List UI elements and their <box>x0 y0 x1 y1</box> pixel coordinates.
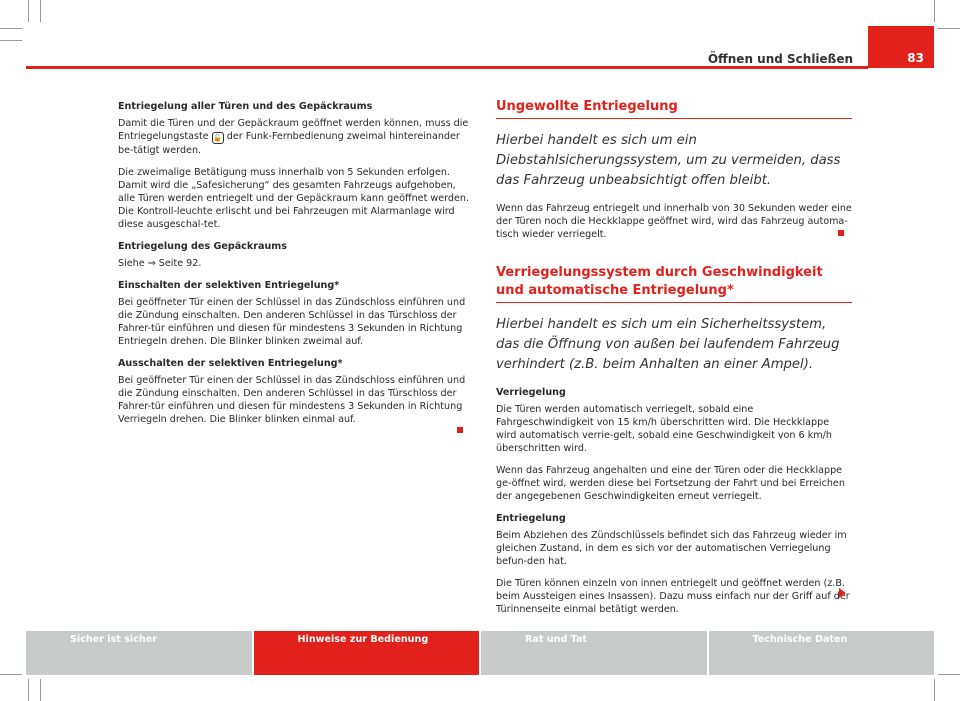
block-title: Einschalten der selektiven Entriegelung* <box>118 280 340 291</box>
section-heading: Ungewollte Entriegelung <box>496 98 852 119</box>
crop-mark <box>40 0 41 22</box>
left-column <box>118 100 470 435</box>
header-rule <box>26 66 868 69</box>
crop-mark <box>28 679 29 701</box>
paragraph: Die Türen können einzeln von innen entriegelt und geöffnet werden (z.B. beim Aussteigen eines Insassen). Dazu muss einfach nur der Griff auf der Türinnenseite einmal betätigt werden. <box>496 578 850 615</box>
paragraph <box>118 117 470 157</box>
paragraph: Wenn das Fahrzeug angehalten und eine der Türen oder die Heckklappe ge-öffnet wird, werden diese bei Fortsetzung der Fahrt und bei Erreichen der angegebenen Geschwindigkeiten erneut verriegelt. <box>496 465 845 502</box>
paragraph-text: der Funk-Fernbedienung zweimal hintereinander be-tätigt werden. <box>118 131 460 156</box>
end-marker-icon <box>838 230 844 236</box>
block-title: Entriegelung des Gepäckraums <box>118 241 287 252</box>
page-number: 83 <box>868 26 934 68</box>
section-title: Öffnen und Schließen <box>707 52 853 66</box>
crop-mark <box>0 674 22 675</box>
section-lead: Hierbei handelt es sich um ein Diebstahlsicherungssystem, um zu vermeiden, dass das Fahrzeug unbeabsichtigt offen bleibt. <box>496 133 841 188</box>
tab-sicher-ist-sicher[interactable]: Sicher ist sicher <box>26 631 254 675</box>
block-title: Verriegelung <box>496 387 566 398</box>
continue-arrow-icon <box>839 588 846 598</box>
crop-mark <box>28 0 29 22</box>
crop-mark <box>40 679 41 701</box>
tab-hinweise-zur-bedienung[interactable]: Hinweise zur Bedienung <box>254 631 482 675</box>
unlock-key-icon: 🔓 <box>213 134 223 142</box>
block-title: Ausschalten der selektiven Entriegelung* <box>118 358 343 369</box>
paragraph: Bei geöffneter Tür einen der Schlüssel in das Zündschloss einführen und die Zündung einschalten. Den anderen Schlüssel in das Türschloss der Fahrer-tür einführen und diesen für mindestens 3 Sekunden in Richtung Verriegeln drehen. Die Blinker blinken einmal auf. <box>118 375 466 425</box>
tab-technische-daten[interactable]: Technische Daten <box>709 631 935 675</box>
end-marker-icon <box>457 427 463 433</box>
crop-mark <box>938 28 960 29</box>
tab-rat-und-tat[interactable]: Rat und Tat <box>481 631 709 675</box>
paragraph-text: Damit die Türen und der Gepäckraum geöffnet werden können, muss die Entriegelungstaste <box>118 118 469 142</box>
paragraph: Bei geöffneter Tür einen der Schlüssel in das Zündschloss einführen und die Zündung einschalten. Den anderen Schlüssel in das Türschloss der Fahrer-tür einführen und diesen für mindestens 3 Sekunden in Richtung Entriegeln drehen. Die Blinker blinken zweimal auf. <box>118 297 466 347</box>
paragraph: Siehe ⇒ Seite 92. <box>118 258 202 269</box>
paragraph: Beim Abziehen des Zündschlüssels befindet sich das Fahrzeug wieder im gleichen Zustand, in dem es sich vor der automatischen Verriegelung befun-den hat. <box>496 530 847 567</box>
section-lead: Hierbei handelt es sich um ein Sicherheitssystem, das die Öffnung von außen bei laufendem Fahrzeug verhindert (z.B. beim Anhalten an einer Ampel). <box>496 317 840 372</box>
crop-mark <box>934 0 935 22</box>
paragraph: Die Türen werden automatisch verriegelt, sobald eine Fahrgeschwindigkeit von 15 km/h überschritten wird. Die Heckklappe wird automatisch verrie-gelt, sobald eine Geschwindigkeit von 6 km/h überschritten wird. <box>496 404 832 454</box>
crop-mark <box>0 28 22 29</box>
crop-mark <box>934 679 935 701</box>
paragraph: Wenn das Fahrzeug entriegelt und innerhalb von 30 Sekunden weder eine der Türen noch die Heckklappe geöffnet wird, wird das Fahrzeug automa-tisch wieder verriegelt. <box>496 203 852 240</box>
right-column <box>496 98 852 625</box>
block-title: Entriegelung <box>496 513 566 524</box>
crop-mark <box>0 40 22 41</box>
block-title: Entriegelung aller Türen und des Gepäckraums <box>118 101 373 112</box>
section-heading: Verriegelungssystem durch Geschwindigkeit und automatische Entriegelung* <box>496 264 852 303</box>
footer-tabs <box>26 631 934 675</box>
crop-mark <box>938 674 960 675</box>
paragraph: Die zweimalige Betätigung muss innerhalb von 5 Sekunden erfolgen. Damit wird die „Safesicherung“ des gesamten Fahrzeugs aufgehoben, alle Türen werden entriegelt und der Gepäckraum kann geöffnet werden. Die Kontroll-leuchte erlischt und bei Fahrzeugen mit Alarmanlage wird diese ausgeschal-tet. <box>118 167 470 230</box>
